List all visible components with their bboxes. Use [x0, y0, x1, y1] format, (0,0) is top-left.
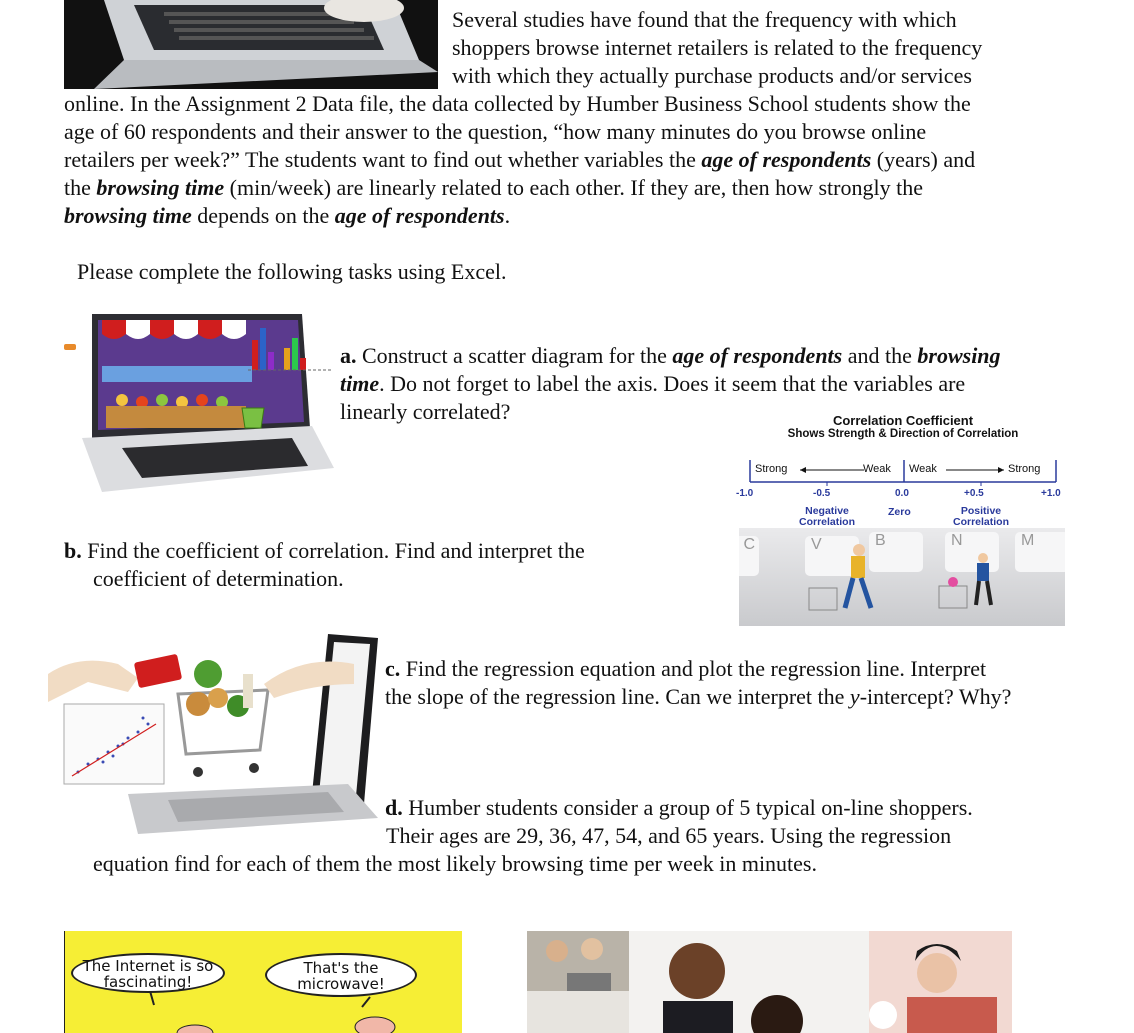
- intro-line-5: age of 60 respondents and their answer to the question, “how many minutes do you browse online: [64, 119, 927, 144]
- task-a-line-1: [340, 342, 1100, 370]
- correlation-title: Correlation Coefficient: [832, 413, 974, 428]
- strong-left-label: Strong: [755, 463, 788, 475]
- weak-left-label: Weak: [863, 463, 891, 475]
- task-d-line-3: equation find for each of them the most likely browsing time per week in minutes.: [93, 851, 817, 876]
- zero-label: Zero: [888, 506, 911, 518]
- task-b-line-2: coefficient of determination.: [93, 566, 344, 591]
- variable-browsing: browsing time: [96, 175, 225, 200]
- correlation-graphic: [736, 414, 1070, 626]
- key-c: C: [739, 536, 759, 576]
- negative-correlation-label: [794, 506, 860, 528]
- task-a-line-2: [340, 370, 1100, 398]
- task-b-line-1: [64, 537, 684, 565]
- variable-age: age of respondents: [672, 343, 843, 368]
- tick-plus-1: +1.0: [1041, 488, 1061, 499]
- intro-text: (min/week) are linearly related to each other. If they are, then how strongly the: [224, 175, 923, 200]
- task-c-line-2: [385, 683, 1125, 711]
- shop-laptop-illustration: [62, 308, 334, 498]
- intro-line-4: online. In the Assignment 2 Data file, the data collected by Humber Business School students show the: [64, 91, 971, 116]
- speech-bubble-1: The Internet is so fascinating!: [71, 953, 225, 993]
- task-d-label: d.: [385, 795, 403, 820]
- people-photo-collage: [527, 931, 1012, 1033]
- variable-browsing: browsing: [917, 343, 1001, 368]
- weak-right-label: Weak: [909, 463, 937, 475]
- intro-text: (years) and: [871, 147, 976, 172]
- shopper-figures-icon: [739, 528, 1065, 626]
- speech-bubble-2: That's the microwave!: [265, 953, 417, 997]
- intro-text: .: [504, 203, 511, 228]
- variable-age: age of respondents: [334, 203, 505, 228]
- task-text: Find the coefficient of correlation. Find and interpret the: [81, 538, 585, 563]
- tick-minus-1: -1.0: [736, 488, 754, 499]
- task-text: . Do not forget to label the axis. Does it seem that the variables are: [379, 371, 966, 396]
- intro-text: the: [64, 175, 97, 200]
- laptop-illustration: [64, 0, 438, 89]
- positive-correlation-label: [946, 506, 1016, 528]
- laptop-photo: [64, 0, 438, 89]
- shopping-laptop-illustration: [48, 634, 378, 834]
- people-shopping-photos: [527, 931, 1012, 1033]
- task-text: -intercept? Why?: [859, 684, 1012, 709]
- key-b: B: [869, 532, 923, 572]
- key-n: N: [945, 532, 999, 572]
- intro-text: retailers per week?” The students want to find out whether variables the: [64, 147, 702, 172]
- task-text: Construct a scatter diagram for the: [356, 343, 673, 368]
- intro-text: depends on the: [191, 203, 335, 228]
- intro-line-6: [64, 146, 1114, 174]
- task-text: and the: [842, 343, 918, 368]
- task-d-line-1: [385, 794, 1085, 822]
- task-c-label: c.: [385, 656, 401, 681]
- intro-line-7: [64, 174, 1114, 202]
- intro-line-1: Several studies have found that the frequency with which: [452, 7, 957, 32]
- cart-laptop-icon: [48, 634, 378, 834]
- task-a-line-3: linearly correlated?: [340, 399, 511, 424]
- task-text: Humber students consider a group of 5 typical on-line shoppers.: [402, 795, 973, 820]
- positive-word: Positive: [960, 505, 1002, 517]
- correlation-word: Correlation: [798, 516, 855, 528]
- variable-browsing: browsing time: [64, 203, 192, 228]
- correlation-word: Correlation: [952, 516, 1009, 528]
- task-text: Find the regression equation and plot the regression line. Interpret: [400, 656, 987, 681]
- intro-line-3: with which they actually purchase products and/or services: [452, 63, 972, 88]
- key-v: V: [805, 536, 859, 576]
- negative-word: Negative: [805, 505, 849, 517]
- cartoon-panel: [64, 931, 462, 1033]
- instruction: Please complete the following tasks using Excel.: [77, 259, 507, 284]
- correlation-subtitle: Shows Strength & Direction of Correlation: [787, 428, 1019, 440]
- variable-age: age of respondents: [701, 147, 872, 172]
- task-text: the slope of the regression line. Can we interpret the: [385, 684, 850, 709]
- strong-right-label: Strong: [1008, 463, 1041, 475]
- task-d-line-2: Their ages are 29, 36, 47, 54, and 65 years. Using the regression: [386, 823, 952, 848]
- tick-minus-half: -0.5: [813, 488, 831, 499]
- cartoon-characters-icon: [65, 991, 462, 1033]
- keyboard-shoppers-photo: [739, 528, 1065, 626]
- intro-line-8: [64, 202, 1114, 230]
- task-b-label: b.: [64, 538, 82, 563]
- variable-y: y: [849, 684, 860, 709]
- task-c-line-1: [385, 655, 1125, 683]
- key-m: M: [1015, 532, 1065, 572]
- task-a-label: a.: [340, 343, 357, 368]
- intro-line-2: shoppers browse internet retailers is related to the frequency: [452, 35, 983, 60]
- variable-browsing: time: [340, 371, 380, 396]
- storefront-laptop-icon: [62, 308, 334, 498]
- tick-zero: 0.0: [895, 488, 909, 499]
- tick-plus-half: +0.5: [964, 488, 984, 499]
